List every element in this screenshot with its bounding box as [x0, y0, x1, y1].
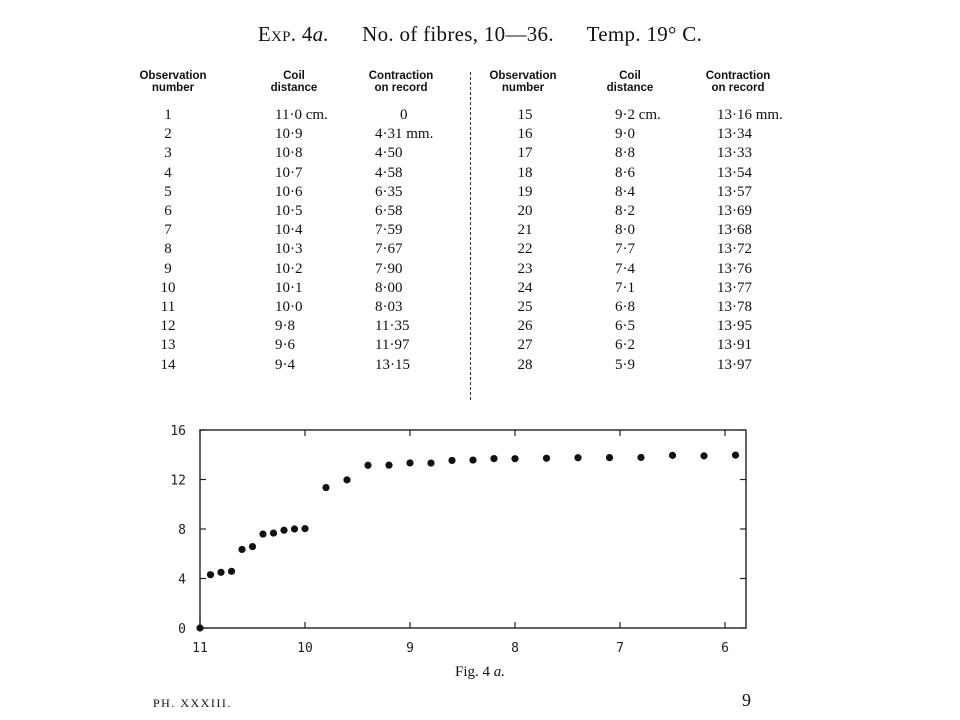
data-point [448, 457, 455, 464]
cell-right-coil-distance: 6·8 [615, 299, 635, 315]
data-point [543, 455, 550, 462]
cell-right-contraction: 13·78 [717, 299, 752, 315]
cell-left-coil-distance: 10·4 [275, 222, 303, 239]
data-point [280, 527, 287, 534]
cell-right-coil-distance: 7·7 [615, 241, 635, 258]
cell-right-contraction: 13·95 [717, 318, 752, 335]
scatter-chart [160, 420, 760, 660]
cell-right-observation: 27 [517, 337, 533, 354]
cell-right-observation: 20 [517, 203, 533, 219]
cell-right-coil-distance: 8·2 [615, 203, 635, 219]
header-coil-right: Coil distance [606, 70, 654, 94]
cell-left-observation: 7 [164, 222, 172, 239]
cell-left-observation: 4 [164, 164, 172, 181]
y-tick-label: 8 [178, 523, 186, 538]
data-point [490, 455, 497, 462]
cell-right-coil-distance: 7·4 [615, 260, 635, 277]
header-observation-right: Observation number [489, 70, 557, 94]
cell-left-contraction: 11·35 [375, 318, 410, 335]
cell-left-observation: 9 [164, 260, 172, 277]
y-tick-label: 0 [178, 622, 186, 637]
cell-right-contraction: 13·72 [717, 241, 752, 258]
caption-prefix: Fig. 4 [454, 664, 490, 680]
cell-left-coil-distance: 10·2 [275, 260, 303, 277]
data-point [427, 459, 434, 466]
cell-left-coil-distance: 10·0 [275, 299, 303, 315]
cell-left-observation: 8 [164, 241, 172, 258]
cell-right-observation: 21 [517, 222, 533, 239]
cell-right-observation: 28 [517, 356, 533, 373]
data-point [249, 543, 256, 550]
x-tick-label: 10 [297, 641, 313, 656]
cell-right-contraction: 13·97 [717, 356, 752, 373]
header-observation-left: Observation number [139, 70, 207, 94]
cell-right-coil-distance: 9·2 cm. [615, 107, 661, 123]
cell-left-contraction: 4·58 [375, 164, 403, 181]
cell-left-contraction: 7·90 [375, 260, 403, 277]
cell-left-coil-distance: 10·1 [275, 279, 303, 296]
cell-right-contraction: 13·68 [717, 222, 752, 239]
data-point [322, 484, 329, 491]
y-tick-label: 16 [170, 424, 186, 439]
page-number: 9 [742, 690, 751, 710]
cell-right-contraction: 13·57 [717, 183, 752, 200]
data-point [385, 462, 392, 469]
data-point [574, 454, 581, 461]
volume-label: PH. XXXIII. [153, 696, 232, 710]
cell-left-coil-distance: 10·8 [275, 145, 303, 162]
exp-label: Exp. [257, 22, 297, 46]
data-point [270, 529, 277, 536]
cell-right-coil-distance: 9·0 [615, 126, 635, 143]
cell-right-coil-distance: 7·1 [615, 279, 635, 296]
cell-right-contraction: 13·54 [717, 164, 752, 181]
cell-right-observation: 25 [517, 299, 533, 315]
x-tick-label: 11 [192, 641, 208, 656]
data-point [238, 546, 245, 553]
cell-left-coil-distance: 9·6 [275, 337, 295, 354]
y-tick-label: 12 [170, 473, 186, 489]
data-point [732, 452, 739, 459]
cell-right-coil-distance: 6·2 [615, 337, 635, 354]
data-point [228, 568, 235, 575]
cell-left-observation: 6 [164, 203, 172, 219]
cell-right-observation: 22 [517, 241, 533, 258]
cell-left-observation: 2 [164, 126, 172, 143]
cell-left-coil-distance: 10·5 [275, 203, 303, 219]
cell-left-contraction: 11·97 [375, 337, 410, 354]
x-tick-label: 6 [721, 641, 729, 656]
data-point [637, 454, 644, 461]
cell-left-coil-distance: 9·4 [275, 356, 295, 373]
cell-left-coil-distance: 10·6 [275, 183, 303, 200]
cell-right-contraction: 13·33 [717, 145, 752, 162]
cell-left-observation: 14 [160, 356, 176, 373]
cell-right-observation: 17 [517, 145, 533, 162]
cell-left-coil-distance: 10·3 [275, 241, 303, 258]
cell-right-coil-distance: 8·4 [615, 183, 635, 200]
cell-right-coil-distance: 8·0 [615, 222, 635, 239]
cell-right-coil-distance: 8·6 [615, 164, 635, 181]
cell-left-observation: 3 [164, 145, 172, 162]
exp-number: 4 [301, 22, 313, 46]
data-point [217, 569, 224, 576]
cell-left-contraction: 7·59 [375, 222, 403, 239]
cell-left-contraction: 0 [400, 107, 408, 123]
data-point [511, 455, 518, 462]
data-point [207, 571, 214, 578]
data-point [669, 452, 676, 459]
cell-right-contraction: 13·69 [717, 203, 752, 219]
data-point [259, 530, 266, 537]
cell-left-coil-distance: 10·9 [275, 126, 303, 143]
cell-left-observation: 10 [160, 279, 176, 296]
cell-left-observation: 13 [160, 337, 176, 354]
chart-plot [160, 420, 760, 660]
cell-right-observation: 16 [517, 126, 533, 143]
temperature: Temp. 19° C. [586, 22, 703, 46]
cell-right-contraction: 13·76 [717, 260, 752, 277]
cell-right-observation: 19 [517, 183, 533, 200]
exp-suffix: a. [312, 22, 329, 46]
cell-left-observation: 11 [160, 299, 176, 315]
data-point [469, 456, 476, 463]
cell-left-coil-distance: 10·7 [275, 164, 303, 181]
cell-left-contraction: 4·31 mm. [375, 126, 434, 143]
cell-left-observation: 1 [164, 107, 172, 123]
cell-left-contraction: 7·67 [375, 241, 403, 258]
cell-right-contraction: 13·77 [717, 279, 752, 296]
caption-suffix: a. [493, 664, 505, 680]
cell-right-observation: 18 [517, 164, 533, 181]
fibres-count: No. of fibres, 10—36. [362, 22, 554, 46]
data-point [301, 525, 308, 532]
cell-left-contraction: 6·35 [375, 183, 403, 200]
cell-right-observation: 23 [517, 260, 533, 277]
cell-right-observation: 24 [517, 279, 533, 296]
data-point [291, 525, 298, 532]
cell-right-observation: 26 [517, 318, 533, 335]
data-point [196, 624, 203, 631]
cell-left-coil-distance: 9·8 [275, 318, 295, 335]
cell-left-contraction: 4·50 [375, 145, 403, 162]
cell-left-contraction: 8·00 [375, 279, 403, 296]
data-point [406, 459, 413, 466]
cell-right-coil-distance: 8·8 [615, 145, 635, 162]
cell-left-contraction: 6·58 [375, 203, 403, 219]
data-point [700, 452, 707, 459]
cell-left-observation: 12 [160, 318, 176, 335]
x-tick-label: 8 [511, 641, 519, 656]
cell-right-contraction: 13·91 [717, 337, 752, 354]
data-point [364, 462, 371, 469]
cell-left-contraction: 13·15 [375, 356, 410, 373]
cell-left-observation: 5 [164, 183, 172, 200]
cell-left-coil-distance: 11·0 cm. [275, 107, 328, 123]
header-coil-left: Coil distance [270, 70, 318, 94]
cell-right-contraction: 13·34 [717, 126, 752, 143]
page-title [0, 22, 960, 47]
cell-right-contraction: 13·16 mm. [717, 107, 783, 123]
x-tick-label: 7 [616, 641, 624, 656]
y-tick-label: 4 [178, 572, 186, 588]
data-table [135, 70, 815, 400]
cell-right-observation: 15 [517, 107, 533, 123]
cell-right-coil-distance: 5·9 [615, 356, 635, 373]
figure-caption [0, 664, 960, 681]
data-point [606, 454, 613, 461]
x-tick-label: 9 [406, 641, 414, 656]
header-contraction-right: Contraction on record [705, 70, 771, 94]
data-point [343, 476, 350, 483]
header-contraction-left: Contraction on record [368, 70, 434, 94]
cell-right-coil-distance: 6·5 [615, 318, 635, 335]
cell-left-contraction: 8·03 [375, 299, 403, 315]
